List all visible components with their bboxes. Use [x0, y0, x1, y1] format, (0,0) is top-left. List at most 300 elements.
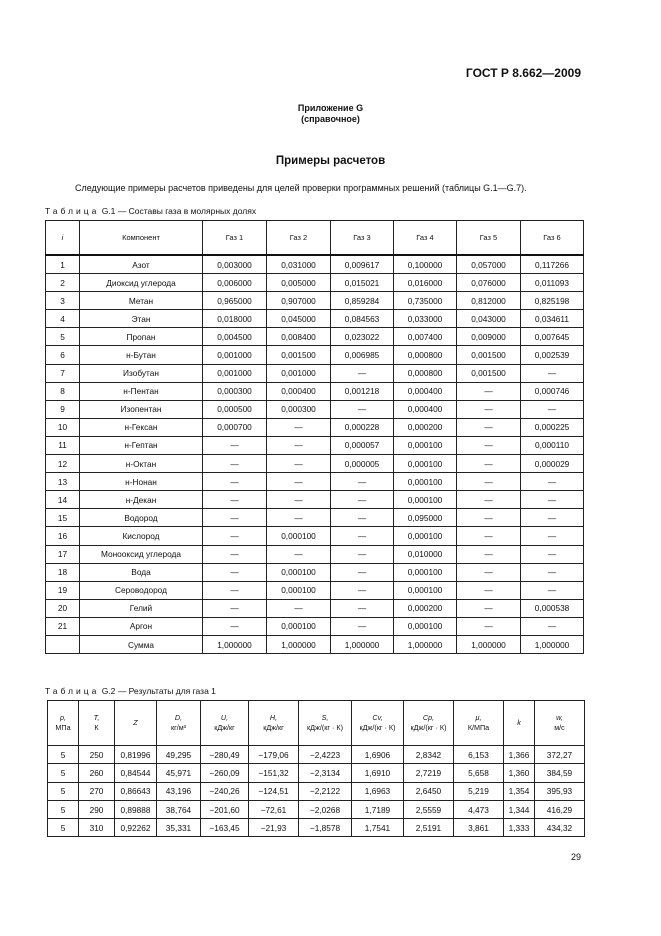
table-row: [46, 346, 584, 364]
table-cell: —: [521, 617, 584, 635]
table-cell: 0,084563: [331, 310, 394, 328]
header-unit: МПа: [55, 723, 71, 732]
table-cell: 18: [46, 563, 80, 581]
header-symbol: k: [517, 718, 521, 727]
table-cell: 5: [48, 800, 79, 818]
table-cell: 6,153: [454, 746, 504, 764]
table-cell: 2,7219: [404, 764, 454, 782]
header-symbol: Z: [133, 718, 138, 727]
table-cell: 1,366: [504, 746, 535, 764]
table-cell: −1,8578: [299, 819, 352, 837]
table-cell: 0,000400: [394, 400, 457, 418]
table-cell: 0,018000: [203, 310, 267, 328]
table-cell: 0,076000: [457, 274, 521, 292]
table-row: [46, 274, 584, 292]
table-cell: —: [203, 491, 267, 509]
header-symbol: w,: [556, 713, 563, 722]
table-cell: 1,000000: [394, 635, 457, 653]
table-cell: 20: [46, 599, 80, 617]
table-cell: 13: [46, 473, 80, 491]
header-symbol: S,: [321, 713, 329, 722]
table-cell: 1,000000: [457, 635, 521, 653]
table-cell: 0,000746: [521, 382, 584, 400]
table-row: [46, 255, 584, 274]
table-row: [46, 545, 584, 563]
table-cell: —: [521, 400, 584, 418]
table-cell: 0,825198: [521, 292, 584, 310]
component-cell: Аргон: [80, 617, 203, 635]
table-cell: —: [267, 436, 331, 454]
table-cell: 35,331: [157, 819, 201, 837]
table-cell: —: [521, 563, 584, 581]
table-row: [46, 617, 584, 635]
table-cell: 0,010000: [394, 545, 457, 563]
table-cell: —: [521, 545, 584, 563]
column-header: [201, 701, 249, 746]
table-cell: 49,295: [157, 746, 201, 764]
component-cell: н-Октан: [80, 455, 203, 473]
table-cell: —: [457, 418, 521, 436]
table-cell: −21,93: [249, 819, 299, 837]
table-cell: —: [521, 473, 584, 491]
header-symbol: D,: [174, 713, 183, 722]
table-cell: —: [203, 509, 267, 527]
table-cell: 0,033000: [394, 310, 457, 328]
table-cell: 0,100000: [394, 255, 457, 274]
table-cell: 8: [46, 382, 80, 400]
table-cell: —: [521, 581, 584, 599]
table-cell: 0,000100: [394, 563, 457, 581]
table-cell: —: [267, 491, 331, 509]
table-row: [46, 418, 584, 436]
table-cell: 0,001500: [457, 364, 521, 382]
table-cell: 0,002539: [521, 346, 584, 364]
table-cell: —: [331, 617, 394, 635]
table-cell: —: [521, 509, 584, 527]
table-cell: 0,000100: [267, 581, 331, 599]
table-cell: 395,93: [535, 782, 585, 800]
table-cell: —: [203, 545, 267, 563]
column-header: [454, 701, 504, 746]
table-cell: —: [331, 599, 394, 617]
header-symbol: U,: [220, 713, 229, 722]
table-cell: 270: [79, 782, 115, 800]
table-cell: 1,000000: [203, 635, 267, 653]
component-cell: Изопентан: [80, 400, 203, 418]
table-cell: 0,004500: [203, 328, 267, 346]
table-cell: [46, 635, 80, 653]
table-row: [46, 563, 584, 581]
table-cell: 0,031000: [267, 255, 331, 274]
table-cell: 250: [79, 746, 115, 764]
table-cell: 1,6910: [352, 764, 404, 782]
table-cell: 19: [46, 581, 80, 599]
table-cell: 0,86643: [115, 782, 157, 800]
table-cell: 434,32: [535, 819, 585, 837]
component-cell: Этан: [80, 310, 203, 328]
page-number: 29: [570, 852, 581, 862]
table-cell: —: [203, 455, 267, 473]
table-cell: 0,000700: [203, 418, 267, 436]
table-cell: —: [203, 617, 267, 635]
table-cell: 2,8342: [404, 746, 454, 764]
table-cell: 0,81996: [115, 746, 157, 764]
header-unit: кДж/кг: [263, 723, 284, 732]
table-cell: 0,000800: [394, 364, 457, 382]
table-cell: 10: [46, 418, 80, 436]
table-cell: 1,354: [504, 782, 535, 800]
table-cell: —: [457, 509, 521, 527]
table-cell: 3: [46, 292, 80, 310]
table1-caption: [45, 206, 256, 216]
table-cell: −163,45: [201, 819, 249, 837]
table-cell: 2: [46, 274, 80, 292]
table-cell: 15: [46, 509, 80, 527]
table-cell: 5: [48, 746, 79, 764]
caption-text: G.2 — Результаты для газа 1: [101, 686, 216, 696]
table-cell: −72,61: [249, 800, 299, 818]
component-cell: н-Гексан: [80, 418, 203, 436]
caption-prefix: Таблица: [45, 686, 100, 696]
table-cell: 0,015021: [331, 274, 394, 292]
component-cell: Азот: [80, 255, 203, 274]
table-row: [46, 635, 584, 653]
table-cell: —: [331, 563, 394, 581]
table-cell: 0,001000: [267, 364, 331, 382]
table-row: [46, 400, 584, 418]
table-cell: 5: [48, 819, 79, 837]
table-cell: 0,000100: [267, 527, 331, 545]
table-cell: 2,5559: [404, 800, 454, 818]
appendix-type: (справочное): [301, 114, 360, 124]
table-cell: 0,117266: [521, 255, 584, 274]
table-cell: 0,000100: [394, 436, 457, 454]
table-cell: 0,92262: [115, 819, 157, 837]
table-cell: —: [203, 473, 267, 491]
component-cell: Диоксид углерода: [80, 274, 203, 292]
table-row: [46, 328, 584, 346]
table-cell: 0,000400: [394, 382, 457, 400]
table-cell: 0,000029: [521, 455, 584, 473]
table-cell: 0,000400: [267, 382, 331, 400]
column-header: [404, 701, 454, 746]
column-header: i: [46, 221, 80, 256]
table-cell: 0,907000: [267, 292, 331, 310]
header-unit: кг/м³: [170, 723, 187, 732]
table-row: [46, 310, 584, 328]
table-cell: 0,007400: [394, 328, 457, 346]
table-cell: 9: [46, 400, 80, 418]
table-cell: 6: [46, 346, 80, 364]
table-row: [46, 364, 584, 382]
table-cell: 0,000538: [521, 599, 584, 617]
table-cell: 1,000000: [267, 635, 331, 653]
table-cell: 0,000228: [331, 418, 394, 436]
component-cell: Кислород: [80, 527, 203, 545]
table-cell: 5,658: [454, 764, 504, 782]
table-cell: —: [203, 563, 267, 581]
table-row: [46, 491, 584, 509]
table-cell: —: [331, 545, 394, 563]
table-row: [46, 455, 584, 473]
table-cell: 0,000225: [521, 418, 584, 436]
table-cell: 5: [48, 782, 79, 800]
table-cell: 0,023022: [331, 328, 394, 346]
component-cell: Водород: [80, 509, 203, 527]
table-cell: 2,6450: [404, 782, 454, 800]
column-header: [535, 701, 585, 746]
table-cell: −124,51: [249, 782, 299, 800]
table-cell: —: [457, 436, 521, 454]
header-unit: К: [94, 723, 99, 732]
table-cell: 0,000110: [521, 436, 584, 454]
table-header-row: [46, 221, 584, 256]
table-cell: 7: [46, 364, 80, 382]
table-cell: 1,344: [504, 800, 535, 818]
component-cell: Вода: [80, 563, 203, 581]
header-unit: кДж/кг: [214, 723, 235, 732]
table-cell: 0,000200: [394, 418, 457, 436]
section-title: Примеры расчетов: [275, 155, 386, 167]
table-cell: —: [457, 382, 521, 400]
column-header: Газ 4: [394, 221, 457, 256]
table-cell: 1,6963: [352, 782, 404, 800]
header-unit: кДж/(кг · К): [307, 723, 343, 732]
table-cell: 4: [46, 310, 80, 328]
table-cell: 17: [46, 545, 80, 563]
table-cell: —: [203, 436, 267, 454]
table-cell: 1,7541: [352, 819, 404, 837]
table-cell: 45,971: [157, 764, 201, 782]
table-cell: —: [521, 364, 584, 382]
table-cell: −179,06: [249, 746, 299, 764]
table-cell: 14: [46, 491, 80, 509]
table-cell: 0,043000: [457, 310, 521, 328]
table-cell: 0,000100: [394, 455, 457, 473]
table-cell: 1,000000: [521, 635, 584, 653]
table-cell: 0,000100: [394, 527, 457, 545]
table-cell: —: [457, 563, 521, 581]
header-symbol: Cp,: [422, 713, 435, 722]
table-cell: 0,735000: [394, 292, 457, 310]
column-header: Газ 3: [331, 221, 394, 256]
table-cell: −2,2122: [299, 782, 352, 800]
table-row: [46, 599, 584, 617]
table-cell: 0,001500: [267, 346, 331, 364]
table-row: [46, 473, 584, 491]
table-cell: 0,000500: [203, 400, 267, 418]
table-cell: 0,000800: [394, 346, 457, 364]
column-header: Газ 1: [203, 221, 267, 256]
table-cell: 0,008400: [267, 328, 331, 346]
table-cell: —: [457, 473, 521, 491]
table-cell: 21: [46, 617, 80, 635]
table-cell: −2,0268: [299, 800, 352, 818]
column-header: [352, 701, 404, 746]
appendix-heading: [0, 103, 661, 125]
table-cell: —: [267, 418, 331, 436]
table-cell: 290: [79, 800, 115, 818]
table-cell: 0,000100: [394, 617, 457, 635]
table-row: [46, 581, 584, 599]
table-cell: 1,6906: [352, 746, 404, 764]
table-cell: 12: [46, 455, 80, 473]
table-cell: −2,3134: [299, 764, 352, 782]
caption-prefix: Таблица: [45, 206, 100, 216]
table-row: [48, 746, 585, 764]
table-cell: 0,000005: [331, 455, 394, 473]
component-cell: Монооксид углерода: [80, 545, 203, 563]
component-cell: н-Декан: [80, 491, 203, 509]
table-cell: 0,000100: [267, 617, 331, 635]
table-cell: −260,09: [201, 764, 249, 782]
table-cell: —: [521, 527, 584, 545]
header-symbol: p,: [60, 713, 66, 722]
component-cell: Сумма: [80, 635, 203, 653]
component-cell: н-Пентан: [80, 382, 203, 400]
table2-caption: [45, 686, 216, 696]
table-cell: 0,011093: [521, 274, 584, 292]
table-cell: 0,016000: [394, 274, 457, 292]
table-cell: 0,001000: [203, 346, 267, 364]
table-cell: 260: [79, 764, 115, 782]
table-cell: 0,001218: [331, 382, 394, 400]
table-cell: 0,001000: [203, 364, 267, 382]
header-symbol: H,: [269, 713, 278, 722]
table-cell: −240,26: [201, 782, 249, 800]
component-cell: Сероводород: [80, 581, 203, 599]
table-cell: 0,034611: [521, 310, 584, 328]
table-cell: 2,5191: [404, 819, 454, 837]
component-cell: н-Нонан: [80, 473, 203, 491]
table-cell: 0,009000: [457, 328, 521, 346]
table-cell: 0,095000: [394, 509, 457, 527]
table-cell: 1,333: [504, 819, 535, 837]
table-cell: —: [521, 491, 584, 509]
table-cell: —: [457, 527, 521, 545]
table-cell: 0,812000: [457, 292, 521, 310]
table-cell: 0,009617: [331, 255, 394, 274]
column-header: [79, 701, 115, 746]
table-cell: 0,003000: [203, 255, 267, 274]
table-cell: —: [457, 617, 521, 635]
table-cell: −151,32: [249, 764, 299, 782]
table-cell: 384,59: [535, 764, 585, 782]
table-row: [48, 764, 585, 782]
table-cell: 5: [46, 328, 80, 346]
intro-paragraph: Следующие примеры расчетов приведены для целей проверки программных решений (таблицы G.1—G.7).: [75, 183, 527, 193]
table-cell: 0,000100: [394, 473, 457, 491]
component-cell: н-Бутан: [80, 346, 203, 364]
column-header: [115, 701, 157, 746]
table-cell: —: [457, 400, 521, 418]
table-cell: 1,7189: [352, 800, 404, 818]
table-cell: 0,000100: [394, 581, 457, 599]
table-cell: −201,60: [201, 800, 249, 818]
table-cell: 38,764: [157, 800, 201, 818]
table-cell: —: [331, 364, 394, 382]
table-cell: 0,000300: [203, 382, 267, 400]
component-cell: Изобутан: [80, 364, 203, 382]
table-cell: 0,005000: [267, 274, 331, 292]
caption-text: G.1 — Составы газа в молярных долях: [101, 206, 257, 216]
table-cell: —: [457, 599, 521, 617]
table-cell: −280,49: [201, 746, 249, 764]
header-symbol: T,: [93, 713, 100, 722]
table-cell: 0,000057: [331, 436, 394, 454]
table-cell: 0,859284: [331, 292, 394, 310]
column-header: Компонент: [80, 221, 203, 256]
column-header: [504, 701, 535, 746]
table-cell: 3,861: [454, 819, 504, 837]
table-cell: 0,84544: [115, 764, 157, 782]
column-header: [249, 701, 299, 746]
table-cell: 310: [79, 819, 115, 837]
header-unit: К/МПа: [467, 723, 490, 732]
table-cell: 0,006000: [203, 274, 267, 292]
table-cell: —: [203, 527, 267, 545]
table-cell: 16: [46, 527, 80, 545]
table-cell: —: [203, 581, 267, 599]
table-cell: 5,219: [454, 782, 504, 800]
table-cell: —: [267, 545, 331, 563]
table-cell: 0,001500: [457, 346, 521, 364]
column-header: [299, 701, 352, 746]
table-cell: —: [267, 599, 331, 617]
table-cell: 5: [48, 764, 79, 782]
component-cell: Пропан: [80, 328, 203, 346]
table-cell: 372,27: [535, 746, 585, 764]
table-row: [46, 382, 584, 400]
table-cell: 0,000100: [394, 491, 457, 509]
table-cell: 11: [46, 436, 80, 454]
table-cell: —: [267, 455, 331, 473]
table-cell: −2,4223: [299, 746, 352, 764]
table-cell: —: [267, 473, 331, 491]
table-cell: —: [203, 599, 267, 617]
table-cell: 0,006985: [331, 346, 394, 364]
document-code: ГОСТ Р 8.662—2009: [465, 66, 581, 80]
table-cell: —: [331, 581, 394, 599]
column-header: Газ 5: [457, 221, 521, 256]
column-header: Газ 2: [267, 221, 331, 256]
column-header: [157, 701, 201, 746]
header-unit: м/с: [554, 723, 565, 732]
table-cell: 1,360: [504, 764, 535, 782]
table-cell: 0,000200: [394, 599, 457, 617]
table-cell: 4,473: [454, 800, 504, 818]
gas1-results-table: [47, 700, 585, 837]
table-cell: 0,045000: [267, 310, 331, 328]
component-cell: Гелий: [80, 599, 203, 617]
component-cell: н-Гептан: [80, 436, 203, 454]
table-cell: 0,89888: [115, 800, 157, 818]
column-header: [48, 701, 79, 746]
table-row: [48, 782, 585, 800]
table-cell: —: [457, 455, 521, 473]
table-cell: —: [331, 400, 394, 418]
header-symbol: Cv,: [372, 713, 383, 722]
table-cell: —: [331, 473, 394, 491]
header-unit: кДж/(кг · К): [359, 723, 396, 732]
table-row: [48, 819, 585, 837]
table-row: [48, 800, 585, 818]
table-cell: 0,007645: [521, 328, 584, 346]
table-cell: 1: [46, 255, 80, 274]
header-symbol: μ,: [475, 713, 482, 722]
table-cell: —: [267, 509, 331, 527]
table-cell: 0,000100: [267, 563, 331, 581]
